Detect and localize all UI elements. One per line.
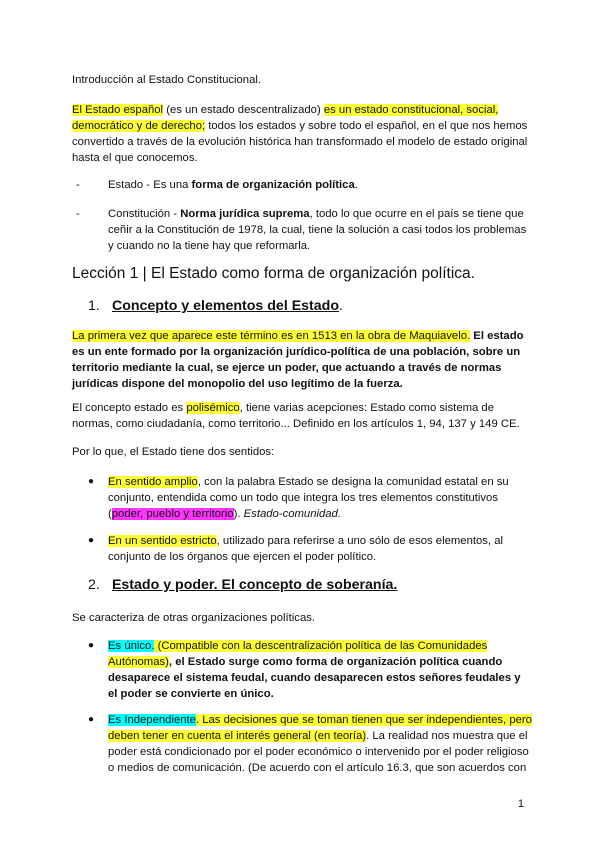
highlight: polisémico	[186, 402, 240, 414]
highlight: En sentido amplio	[108, 476, 198, 488]
highlight: El Estado español	[72, 104, 164, 116]
bullet-icon: ●	[88, 640, 95, 651]
bullet-es-independiente	[88, 712, 532, 776]
highlight: es un estado constitucional, social, democrático y de derecho;	[72, 104, 499, 132]
bullet-icon: ●	[88, 714, 95, 725]
section-number: 1.	[88, 298, 100, 314]
highlight-magenta: poder, pueblo y territorio	[111, 508, 234, 520]
highlight: . Las decisiones que se toman tienen que ser independientes, pero deben tener en cuenta el interés general (en teoría)	[108, 714, 532, 742]
text: . La realidad nos muestra que el poder está condicionado por el poder económico o intervenido por el poder religioso o medios de comunicación. (De acuerdo con el artículo 16.3, que son acuerdos con	[108, 730, 529, 774]
section-number: 2.	[88, 577, 100, 593]
highlight-cyan: Es único.	[108, 640, 155, 652]
highlight-cyan: Es Independiente	[108, 714, 196, 726]
text: ).	[233, 508, 244, 520]
bullet-es-unico	[88, 638, 532, 702]
text: Constitución -	[108, 208, 181, 220]
highlight: (Compatible con la descentralización política de las Comunidades Autónomas)	[108, 640, 488, 668]
text: , utilizado para referirse a uno sólo de esos elementos, al conjunto de los órganos que ejercen el poder político.	[108, 535, 503, 563]
text: , tiene varias acepciones: Estado como sistema de normas, como ciudadanía, como territorio... Definido en los artículos 1, 94, 137 y 149 CE.	[72, 402, 520, 430]
dash-marker: -	[76, 208, 80, 220]
bullet-sentido-estricto	[88, 533, 532, 565]
intro-paragraph	[72, 102, 532, 166]
text: , todo lo que ocurre en el país se tiene que ceñir a la Constitución de 1978, la cual, tiene la solución a casi todos los problemas y cuando no la tiene hay que reformarla.	[108, 208, 527, 252]
intro-title: Introducción al Estado Constitucional.	[72, 74, 262, 86]
section-1-heading	[88, 297, 343, 315]
text: , con la palabra Estado se designa la comunidad estatal en su conjunto, entendida como un todo que integra los tres elementos constitutivos (	[108, 476, 509, 520]
section-2-paragraph-1: Se caracteriza de otras organizaciones políticas.	[72, 612, 316, 624]
section-1-paragraph-1	[72, 328, 532, 392]
section-title: Estado y poder. El concepto de soberanía.	[111, 577, 398, 593]
section-2-heading	[88, 576, 397, 594]
text: El concepto estado es	[72, 402, 187, 414]
bullet-icon: ●	[88, 476, 95, 487]
highlight: La primera vez que aparece este término es en 1513 en la obra de Maquiavelo.	[72, 330, 471, 342]
highlight: En un sentido estricto	[108, 535, 217, 547]
dash-item-estado	[76, 177, 528, 193]
bold-text: , el Estado surge como forma de organización política cuando desaparece el sistema feudal, cuando desaparecen estos señores feudales y el poder se convierte en único.	[108, 656, 521, 700]
bullet-icon: ●	[88, 535, 95, 546]
text: Estado - Es una	[108, 179, 192, 191]
text: .	[354, 179, 358, 191]
page-number: 1	[517, 798, 524, 810]
text: (es un estado descentralizado)	[163, 104, 324, 116]
section-title: Concepto y elementos del Estado	[111, 298, 340, 314]
section-1-paragraph-2	[72, 400, 532, 432]
section-1-paragraph-3: Por lo que, el Estado tiene dos sentidos:	[72, 446, 275, 458]
bold-text: forma de organización política	[191, 179, 355, 191]
bold-text: El estado es un ente formado por la organización jurídico-política de una población, sobre un territorio mediante la cual, se ejerce un poder, que actuando a través de normas jurídicas dispone del monopolio del uso legítimo de la fuerza.	[72, 330, 524, 390]
bullet-sentido-amplio	[88, 474, 532, 522]
dash-item-constitucion	[76, 206, 528, 254]
dash-marker: -	[76, 179, 80, 191]
italic-text: Estado-comunidad.	[243, 508, 341, 520]
lesson-title: Lección 1 | El Estado como forma de organización política.	[72, 265, 475, 282]
text: todos los estados y sobre todo el español, en el que nos hemos convertido a través de la evolución histórica han transformado el modelo de estado original hasta el que conocemos.	[72, 120, 528, 164]
text: .	[339, 298, 343, 314]
bold-text: Norma jurídica suprema	[180, 208, 310, 220]
